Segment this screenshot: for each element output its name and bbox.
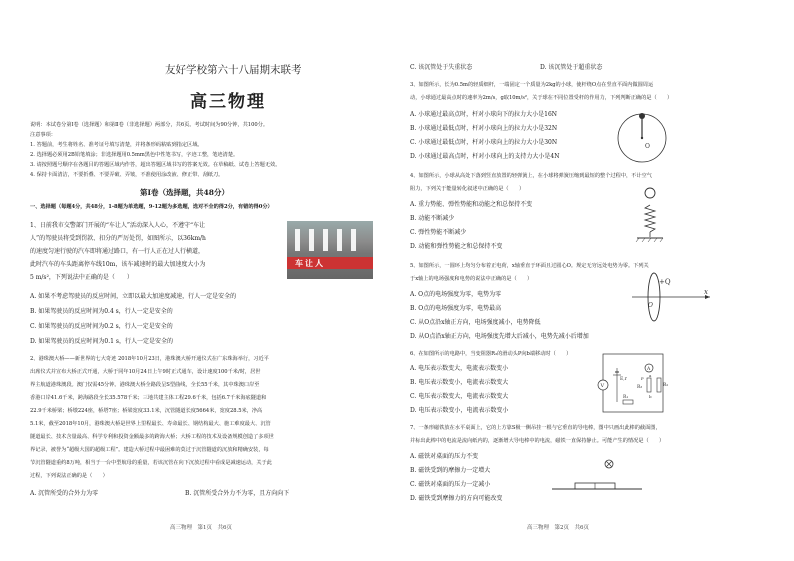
q1-line: 此时汽车的车头距离停车线10m，该车减速时的最大加速度大小为 bbox=[30, 261, 206, 268]
q4-line: 4、如图所示，小球从高处下落到竖直放置的轻弹簧上，在小球将弹簧压缩到最短的整个过程中，不计空气 bbox=[410, 173, 652, 179]
q6-option-c: C. 电压表示数变大，电流表示数变大 bbox=[410, 393, 509, 400]
q5-option-c: C. 从O点沿x轴正方向，电场强度减小，电势降低 bbox=[410, 319, 541, 326]
q3-line: 动，小球通过最高点时的速率为2m/s，g取10m/s²，关于球在不同位置受杆的作用力，下列判断正确的是（ ） bbox=[410, 95, 673, 101]
q4-option-b: B. 动能不断减少 bbox=[410, 215, 455, 222]
subject-title: 高三物理 bbox=[190, 92, 266, 112]
q4-line: 阻力，下列关于能量转化叙述中正确的是（ ） bbox=[410, 186, 525, 192]
q3-option-d: D. 小球通过最高点时，杆对小球向上的支持力大小是4N bbox=[410, 153, 560, 160]
q1-option-b: B. 如果驾驶员的反应时间为0.4 s，行人一定是安全的 bbox=[30, 308, 173, 315]
q6-line: 6、在如图所示的电路中，当变阻器R₃的滑动头P向b端移动时（ ） bbox=[410, 351, 572, 357]
q2-line: 隧道最长、技术含量最高、科学专利和投资金额最多的跨海大桥；大桥工程的技术及设备规模创造了多项世 bbox=[30, 434, 274, 440]
notes-item: 1. 答题前，考生将姓名、准考证号填写清楚，并将条形码粘贴到指定区域。 bbox=[30, 142, 203, 148]
q2-option-d: D. 该沉管处于超重状态 bbox=[540, 64, 603, 71]
q5-line: 于x轴上的电场强度和电势的说法中正确的是（ ） bbox=[410, 276, 533, 282]
q2-line: 2、港珠澳大桥——新世界的七大奇迹 2018年10月23日，港珠澳大桥开通仪式在广东珠海举行，习近平 bbox=[30, 356, 269, 362]
photo-road-text: 车让人 bbox=[295, 259, 325, 268]
q6-r2-label: R₂ bbox=[663, 383, 669, 388]
q1-line: 5 m/s²，下列说法中正确的是（ ） bbox=[30, 274, 133, 281]
q6-option-a: A. 电压表示数变大，电流表示数变小 bbox=[410, 365, 509, 372]
q5-option-d: D. 从O点沿x轴正方向，电场强度先增大后减小，电势先减小后增加 bbox=[410, 333, 589, 340]
q5-charge-label: +Q bbox=[659, 278, 671, 286]
q6-a-terminal: a bbox=[649, 373, 652, 378]
q6-option-b: B. 电压表示数变小，电流表示数变大 bbox=[410, 379, 509, 386]
q7-option-d: D. 磁铁受到摩擦力的方向可能改变 bbox=[410, 495, 503, 502]
q5-x-label: x bbox=[704, 288, 708, 296]
q2-line: 界记录，被誉为“超级大国的超级工程”。建造大桥过程中最困难的莫过于沉管隧道的沉放和精确安装，每 bbox=[30, 447, 269, 453]
q7-option-b: B. 磁铁受到的摩擦力一定增大 bbox=[410, 467, 491, 474]
q7-line: 7、一条形磁铁放在水平桌面上，它的上方靠S极一侧吊挂一根与它垂直的导电棒，图中只画出此棒的截面图， bbox=[410, 425, 661, 431]
q3-option-b: B. 小球通过最低点时，杆对小球向上的拉力大小是32N bbox=[410, 125, 558, 132]
q3-line: 3、如图所示，长为0.5m的轻质细杆，一端固定一个质量为2kg的小球，使杆绕O点在竖直平面内做圆周运 bbox=[410, 82, 654, 88]
q2-option-a: A. 沉管所受的合外力为零 bbox=[30, 490, 99, 497]
q2-line: 香港口岸41.6千米，跨海路段全长35.578千米；三地共建主体工程29.6千米，包括6.7千米海底隧道和 bbox=[30, 395, 267, 401]
q3-option-a: A. 小球通过最高点时，杆对小球向下的拉力大小是16N bbox=[410, 111, 558, 118]
q6-p-slider: P bbox=[641, 376, 644, 381]
q1-option-a: A. 如果不考虑驾驶员的反应时间，立即以最大加速度减速，行人一定是安全的 bbox=[30, 293, 237, 300]
q7-line: 并标出此棒中的电流是流向纸内的，逐渐增大导电棒中的电流，磁铁一直保持静止。可能产生的情况是（ ） bbox=[410, 438, 665, 444]
crosswalk-photo bbox=[287, 221, 373, 279]
q6-option-d: D. 电压表示数变小，电流表示数变小 bbox=[410, 407, 509, 414]
page-footer: 高三物理 第2页 共6页 bbox=[527, 525, 589, 531]
q2-line: 22.9千米桥梁；桥墩224座，桥塔7座；桥梁宽度33.1米，沉管隧道长度5664米，宽度28.5米，净高 bbox=[30, 408, 263, 414]
q1-line: 人”的驾驶员将受到罚款、扣分的严厉处罚，如图所示，以36km/h bbox=[30, 235, 206, 242]
q1-option-d: D. 如果驾驶员的反应时间为0.1 s，行人一定是安全的 bbox=[30, 338, 173, 345]
q2-line: 5.1米，截至2018年10月，港珠澳大桥是世界上里程最长、寿命最长、钢结构最大、施工难度最大、沉管 bbox=[30, 421, 271, 427]
q7-option-c: C. 磁铁对桌面的压力一定减小 bbox=[410, 481, 491, 488]
notes-item: 4. 保持卡面清洁，不要折叠、不要弄破、弄皱，不准使用涂改液、修正带、刮纸刀。 bbox=[30, 172, 224, 178]
q3-rod-diagram bbox=[617, 108, 667, 168]
q6-circuit-diagram bbox=[597, 350, 669, 416]
q2-line: 过程，下列说法正确的是（ ） bbox=[30, 473, 108, 479]
q2-option-b: B. 沉管所受合外力不为零，且方向向下 bbox=[185, 490, 290, 497]
q6-source-label: E,r bbox=[620, 377, 627, 382]
q6-r3-label: R₃ bbox=[637, 385, 643, 390]
q1-option-c: C. 如果驾驶员的反应时间为0.2 s，行人一定是安全的 bbox=[30, 323, 173, 330]
q5-ring-diagram bbox=[632, 272, 712, 342]
school-title: 友好学校第六十八届期末联考 bbox=[165, 64, 302, 76]
q2-line: 节沉管隧道重约8万吨，相当于一台中型航母的重量，若该沉管在向下沉放过程中看成是减速运动，关于此 bbox=[30, 460, 272, 466]
q6-voltmeter-label: V bbox=[600, 383, 605, 389]
q3-option-c: C. 小球通过最低点时，杆对小球向上的拉力大小是30N bbox=[410, 139, 558, 146]
q2-line: 界主航道港珠澳段。澳门仅需45分钟。港珠澳大桥全路段呈S型曲线，全长55千米，其中珠澳口岸至 bbox=[30, 382, 260, 388]
q6-ammeter-label: A bbox=[647, 367, 651, 372]
q6-r1-label: R₁ bbox=[623, 395, 629, 400]
q1-line: 的速度匀速行驶的汽车即将通过路口，有一行人正在过人行横道， bbox=[30, 248, 205, 255]
q1-line: 1、日前我市交警部门开展的“车让人”活动深入人心，不遵守“车让 bbox=[30, 222, 206, 229]
q7-magnet-diagram bbox=[547, 457, 647, 497]
q4-option-a: A. 重力势能、弹性势能和动能之和总保持不变 bbox=[410, 201, 533, 208]
q5-o-label: O bbox=[648, 302, 653, 309]
notes-item: 2. 选择题必须用2B铅笔填涂；非选择题用0.5mm黑色中性笔书写，字迹工整，笔迹清楚。 bbox=[30, 152, 239, 158]
q5-option-b: B. O点的电场强度为零，电势最高 bbox=[410, 305, 502, 312]
q3-o-label: O bbox=[645, 143, 650, 150]
notes-intro: 说明：本试卷分第Ⅰ卷（选择题）和第Ⅱ卷（非选择题）两部分，共6页。考试时间为90分钟，共100分。 bbox=[30, 122, 269, 128]
page-footer: 高三物理 第1页 共6页 bbox=[170, 525, 232, 531]
section-instruction: 一、选择题（每题4分，共48分，1-8题为单选题，9-12题为多选题，选对不全的得2分，有错的得0分） bbox=[30, 204, 273, 210]
q5-option-a: A. O点的电场强度为零，电势为零 bbox=[410, 291, 502, 298]
q5-line: 5、如图所示，一圆环上均匀分布着正电荷，x轴垂直于环面且过圆心O。规定无穷远处电势为零。下列关 bbox=[410, 263, 649, 269]
q2-line: 出席仪式并宣布大桥正式开通，大桥于同年10月24日上午9时正式通车，设计速度100千米/时，居世 bbox=[30, 369, 261, 375]
q4-option-c: C. 弹性势能不断减少 bbox=[410, 229, 467, 236]
right-page bbox=[397, 0, 794, 561]
section-title: 第Ⅰ卷（选择题，共48分） bbox=[140, 188, 229, 197]
notes-item: 3. 请按照题号顺序在各题目的答题区域内作答，超出答题区域书写的答案无效。在草稿纸、试卷上答题无效。 bbox=[30, 162, 281, 168]
notes-label: 注意事项： bbox=[30, 132, 56, 138]
q4-option-d: D. 动能和弹性势能之和总保持不变 bbox=[410, 243, 503, 250]
q7-option-a: A. 磁铁对桌面的压力不变 bbox=[410, 453, 479, 460]
q6-b-terminal: b bbox=[649, 394, 652, 399]
q2-option-c: C. 该沉管处于失重状态 bbox=[410, 64, 473, 71]
q4-spring-diagram bbox=[635, 185, 665, 245]
